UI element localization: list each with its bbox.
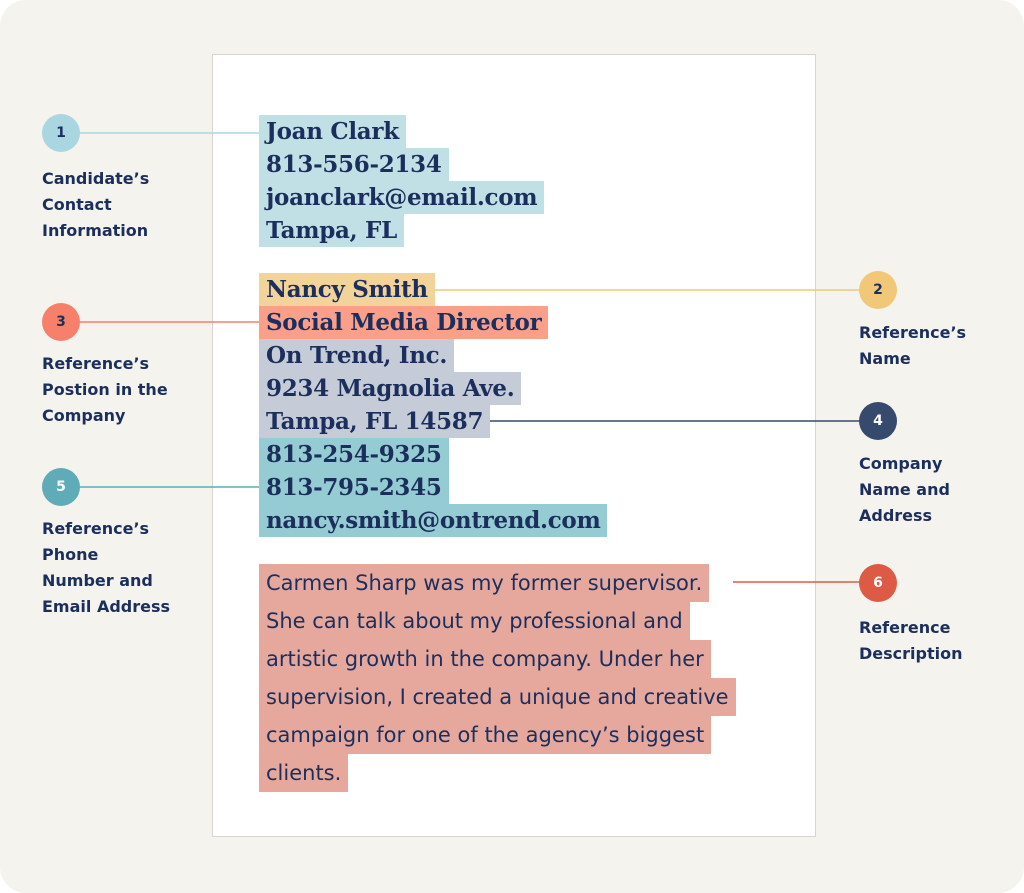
label-4-line: Address — [859, 506, 933, 525]
badge-3: 3 — [42, 303, 80, 341]
reference-email: nancy.smith@ontrend.com — [259, 504, 607, 537]
description-line-3: artistic growth in the company. Under her — [259, 640, 711, 678]
reference-phone-1: 813-254-9325 — [259, 438, 449, 471]
badge-1: 1 — [42, 114, 80, 152]
description-line-2: She can talk about my professional and — [259, 602, 690, 640]
description-line-1: Carmen Sharp was my former supervisor. — [259, 564, 709, 602]
description-line-5: campaign for one of the agency’s biggest — [259, 716, 711, 754]
description-line-4: supervision, I created a unique and creative — [259, 678, 736, 716]
badge-2: 2 — [859, 271, 897, 309]
description-line-6: clients. — [259, 754, 348, 792]
label-1-line: Contact — [42, 195, 112, 214]
label-5-line: Reference’s — [42, 519, 150, 538]
label-3 — [42, 351, 168, 429]
reference-phone-2: 813-795-2345 — [259, 471, 449, 504]
label-3-line: Postion in the — [42, 380, 168, 399]
candidate-location: Tampa, FL — [259, 214, 404, 247]
badge-4: 4 — [859, 402, 897, 440]
label-5-line: Phone — [42, 545, 99, 564]
label-3-line: Company — [42, 406, 126, 425]
label-1 — [42, 166, 149, 244]
label-1-line: Candidate’s — [42, 169, 150, 188]
label-6 — [859, 615, 962, 667]
label-2-line: Reference’s — [859, 323, 967, 342]
candidate-phone: 813-556-2134 — [259, 148, 449, 181]
reference-position: Social Media Director — [259, 306, 548, 339]
label-3-line: Reference’s — [42, 354, 150, 373]
badge-5: 5 — [42, 468, 80, 506]
label-5-line: Email Address — [42, 597, 171, 616]
label-4 — [859, 451, 950, 529]
label-2 — [859, 320, 966, 372]
label-6-line: Reference — [859, 618, 951, 637]
label-5 — [42, 516, 170, 620]
company-name: On Trend, Inc. — [259, 339, 454, 372]
reference-name: Nancy Smith — [259, 273, 435, 306]
label-4-line: Name and — [859, 480, 950, 499]
label-1-line: Information — [42, 221, 149, 240]
badge-6: 6 — [859, 564, 897, 602]
label-6-line: Description — [859, 644, 963, 663]
company-city: Tampa, FL 14587 — [259, 405, 490, 438]
candidate-name: Joan Clark — [259, 115, 406, 148]
label-4-line: Company — [859, 454, 943, 473]
label-5-line: Number and — [42, 571, 153, 590]
company-street: 9234 Magnolia Ave. — [259, 372, 521, 405]
label-2-line: Name — [859, 349, 911, 368]
candidate-email: joanclark@email.com — [259, 181, 544, 214]
